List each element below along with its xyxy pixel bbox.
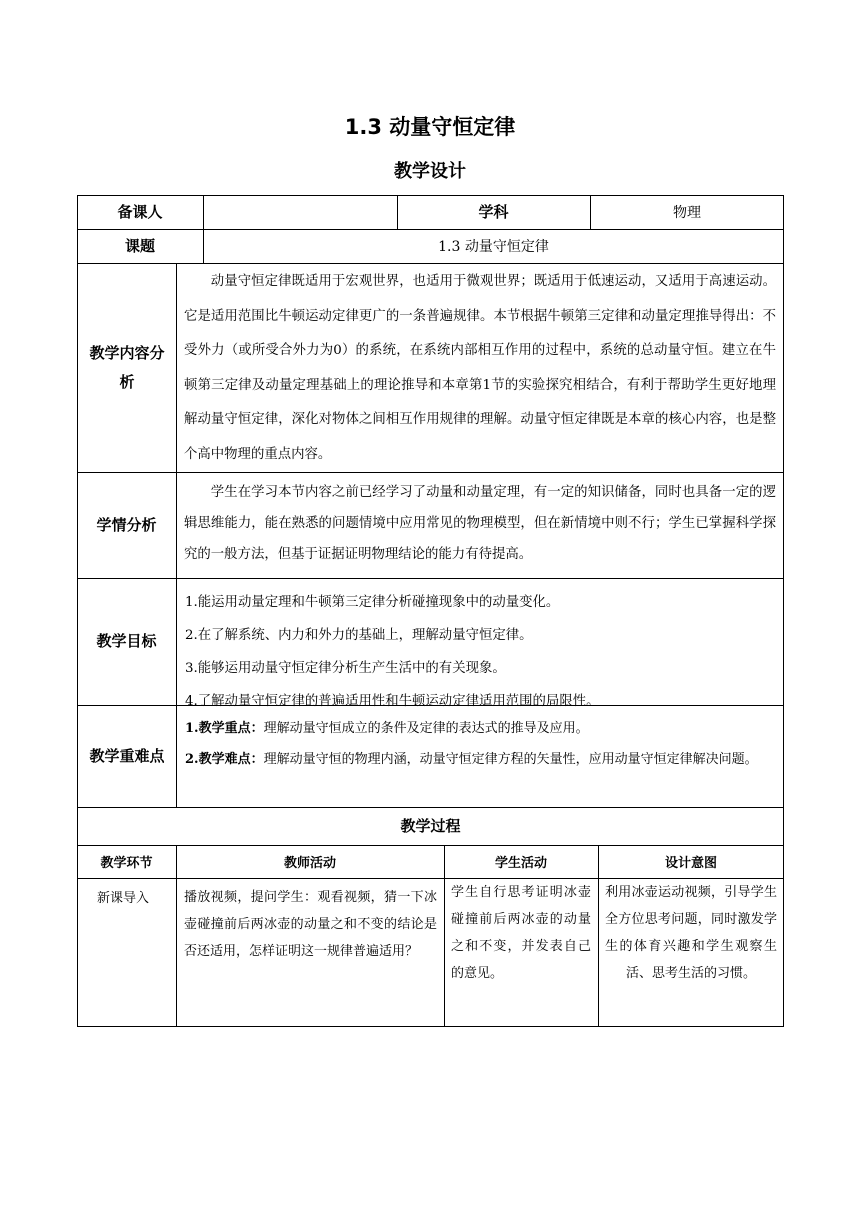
process-header: 教学过程 <box>400 816 461 835</box>
process-stage: 新课导入 <box>97 891 150 906</box>
column-header-student: 学生活动 <box>494 856 547 871</box>
subject-value: 物理 <box>673 205 701 221</box>
content-analysis-label <box>84 263 170 472</box>
key-points-label-text: 教学重难点 <box>89 746 165 765</box>
process-teacher-activity: 播放视频，提问学生：观看视频，猜一下冰壶碰撞前后两冰壶的动量之和不变的结论是否还适用，怎样证明这一规律普遍适用？ <box>184 890 437 959</box>
content-analysis-label-text: 教学内容分析 <box>89 343 165 391</box>
document-title: 1.3 动量守恒定律 <box>344 115 516 139</box>
process-student-activity: 学生自行思考证明冰壶碰撞前后两冰壶的动量之和不变，并发表自己的意见。 <box>451 885 591 981</box>
key-difficulty-label: 2.教学难点： <box>185 752 264 767</box>
topic-value: 1.3 动量守恒定律 <box>438 239 549 255</box>
topic-label: 课题 <box>124 236 155 255</box>
column-header-teacher: 教师活动 <box>283 856 336 871</box>
document-subtitle: 教学设计 <box>394 161 466 182</box>
objective-item: 1.能运用动量定理和牛顿第三定律分析碰撞现象中的动量变化。 <box>185 595 560 610</box>
key-focus-text: 理解动量守恒成立的条件及定律的表达式的推导及应用。 <box>263 721 589 736</box>
objective-item: 4.了解动量守恒定律的普遍适用性和牛顿运动定律适用范围的局限性。 <box>185 694 600 709</box>
column-header-intent: 设计意图 <box>664 856 717 871</box>
process-design-intent: 利用冰壶运动视频，引导学生全方位思考问题，同时激发学生的体育兴趣和学生观察生活、思考生活的习惯。 <box>605 885 777 981</box>
key-focus-label: 1.教学重点： <box>185 721 264 736</box>
content-analysis-text: 动量守恒定律既适用于宏观世界，也适用于微观世界；既适用于低速运动，又适用于高速运动。它是适用范围比牛顿运动定律更广的一条普遍规律。本节根据牛顿第三定律和动量定理推导得出：不受外力（或所受合外力为0）的系统，在系统内部相互作用的过程中，系统的总动量守恒。建立在牛顿第三定律及动量定理基础上的理论推导和本章第1节的实验探究相结合，有利于帮助学生更好地理解动量守恒定律，深化对物体之间相互作用规律的理解。动量守恒定律既是本章的核心内容，也是整个高中物理的重点内容。 <box>184 274 776 462</box>
key-difficulty-text: 理解动量守恒的物理内涵，动量守恒定律方程的矢量性，应用动量守恒定律解决问题。 <box>263 752 758 767</box>
preparer-value <box>203 195 397 229</box>
objective-item: 2.在了解系统、内力和外力的基础上，理解动量守恒定律。 <box>185 628 533 643</box>
student-analysis-text: 学生在学习本节内容之前已经学习了动量和动量定理，有一定的知识储备，同时也具备一定的逻辑思维能力，能在熟悉的问题情境中应用常见的物理模型，但在新情境中则不行；学生已掌握科学探究的一般方法，但基于证据证明物理结论的能力有待提高。 <box>184 485 776 562</box>
key-difficulty <box>185 745 777 775</box>
preparer-label: 备课人 <box>117 202 163 221</box>
objective-item: 3.能够运用动量守恒定律分析生产生活中的有关现象。 <box>185 661 506 676</box>
subject-label: 学科 <box>478 202 509 221</box>
key-focus <box>185 716 777 741</box>
student-analysis-label: 学情分析 <box>96 515 157 534</box>
key-points-label <box>84 705 170 807</box>
objectives-label: 教学目标 <box>96 632 157 650</box>
column-header-stage: 教学环节 <box>100 856 153 871</box>
